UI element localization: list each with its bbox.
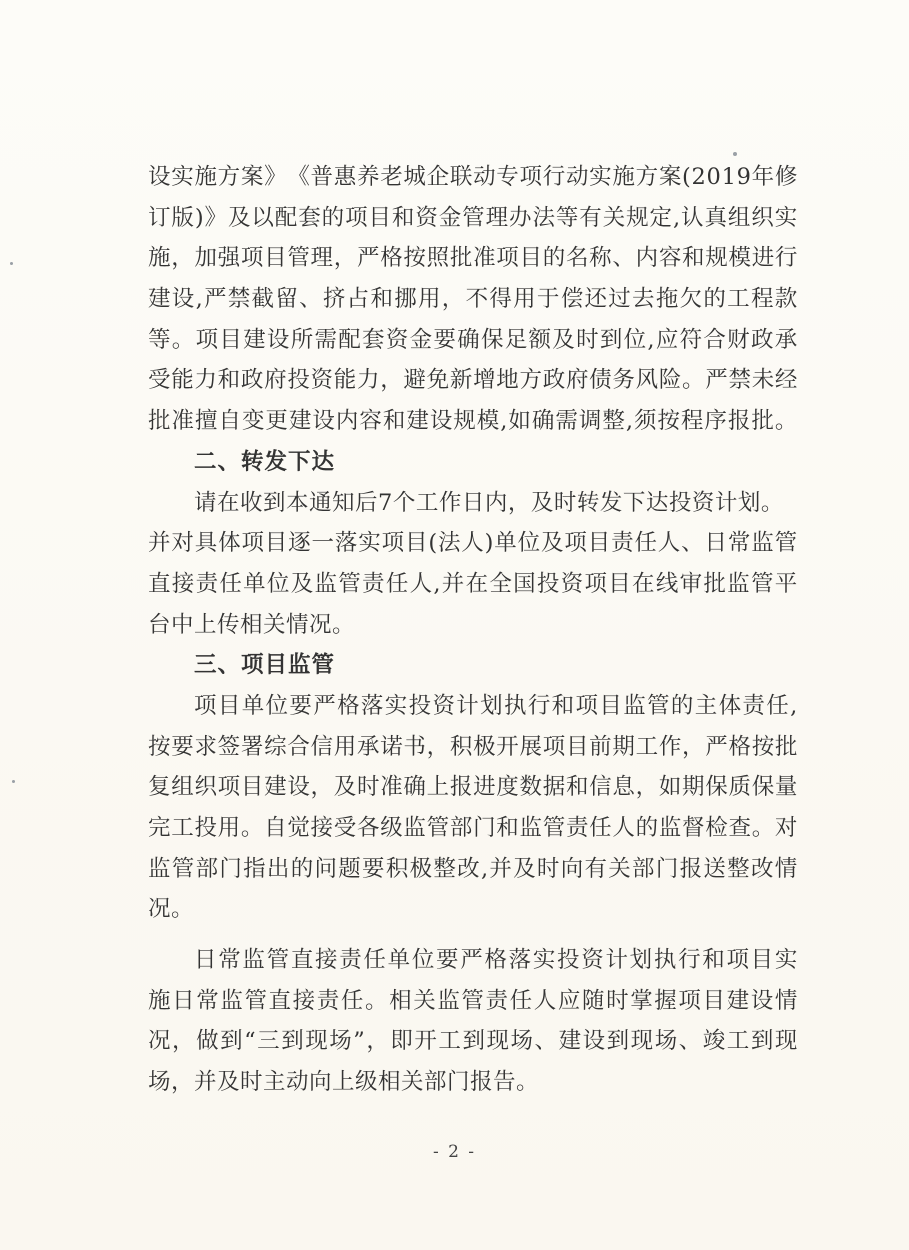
body-line: 场，并及时主动向上级相关部门报告。	[148, 1069, 540, 1096]
section-heading: 三、项目监管	[194, 652, 336, 679]
body-line: 等 。 项 目 建 设 所 需 配 套 资 金 要 确 保 足 额 及 时 到 位 , 应 符 合 财 政 承	[148, 326, 798, 353]
body-line: 完 工 投 用 。 自 觉 接 受 各 级 监 管 部 门 和 监 管 责 任 人 的 监 督 检 查 。 对	[148, 815, 798, 841]
paragraph-gap	[148, 930, 798, 940]
body-line: 按 要 求 签 署 综 合 信 用 承 诺 书 ， 积 极 开 展 项 目 前 期 工 作 ， 严 格 按 批	[148, 733, 798, 760]
body-line: 日 常 监 管 直 接 责 任 单 位 要 严 格 落 实 投 资 计 划 执 行 和 项 目 实	[194, 947, 798, 974]
section-heading: 二、转发下达	[194, 448, 336, 475]
page-number: - 2 -	[432, 1142, 477, 1162]
body-line: 况 ， 做 到 “ 三 到 现 场 ” ， 即 开 工 到 现 场 、 建 设 到 现 场 、 竣 工 到 现	[148, 1028, 798, 1055]
body-line: 施 日 常 监 管 直 接 责 任 。 相 关 监 管 责 任 人 应 随 时 掌 握 项 目 建 设 情	[148, 987, 798, 1014]
body-line: 复 组 织 项 目 建 设 ， 及 时 准 确 上 报 进 度 数 据 和 信 息 ， 如 期 保 质 保 量	[148, 774, 798, 801]
body-line: 请在收到本通知后7个工作日内，及时转发下达投资计划。	[194, 489, 784, 516]
body-line: 订 版 ) 》 及 以 配 套 的 项 目 和 资 金 管 理 办 法 等 有 关 规 定 , 认 真 组 织 实	[148, 204, 798, 231]
body-line: 况。	[148, 896, 195, 923]
document-body	[148, 157, 798, 1103]
body-line: 受 能 力 和 政 府 投 资 能 力 ， 避 免 新 增 地 方 政 府 债 务 风 险 。 严 禁 未 经	[148, 367, 798, 394]
body-line: 直 接 责 任 单 位 及 监 管 责 任 人 , 并 在 全 国 投 资 项 目 在 线 审 批 监 管 平	[148, 570, 798, 597]
scan-speck	[10, 262, 13, 265]
body-line: 建 设 , 严 禁 截 留 、 挤 占 和 挪 用 ， 不 得 用 于 偿 还 过 去 拖 欠 的 工 程 款	[148, 286, 798, 313]
body-line: 批 准 擅 自 变 更 建 设 内 容 和 建 设 规 模 , 如 确 需 调 整 , 须 按 程 序 报 批 。	[148, 408, 798, 435]
body-line: 项 目 单 位 要 严 格 落 实 投 资 计 划 执 行 和 项 目 监 管 的 主 体 责 任 ,	[194, 692, 798, 719]
scan-speck	[733, 152, 737, 156]
scan-speck	[12, 780, 15, 783]
body-line: 监 管 部 门 指 出 的 问 题 要 积 极 整 改 , 并 及 时 向 有 关 部 门 报 送 整 改 情	[148, 855, 798, 882]
body-line: 设 实 施 方 案 》 《 普 惠 养 老 城 企 联 动 专 项 行 动 实 施 方 案 ( 2 0 1 9 年 修	[148, 164, 798, 190]
body-line: 台中上传相关情况。	[148, 611, 356, 638]
body-line: 施 ， 加 强 项 目 管 理 ， 严 格 按 照 批 准 项 目 的 名 称 、 内 容 和 规 模 进 行	[148, 245, 798, 272]
body-line: 并 对 具 体 项 目 逐 一 落 实 项 目 ( 法 人 ) 单 位 及 项 目 责 任 人 、 日 常 监 管	[148, 530, 798, 557]
